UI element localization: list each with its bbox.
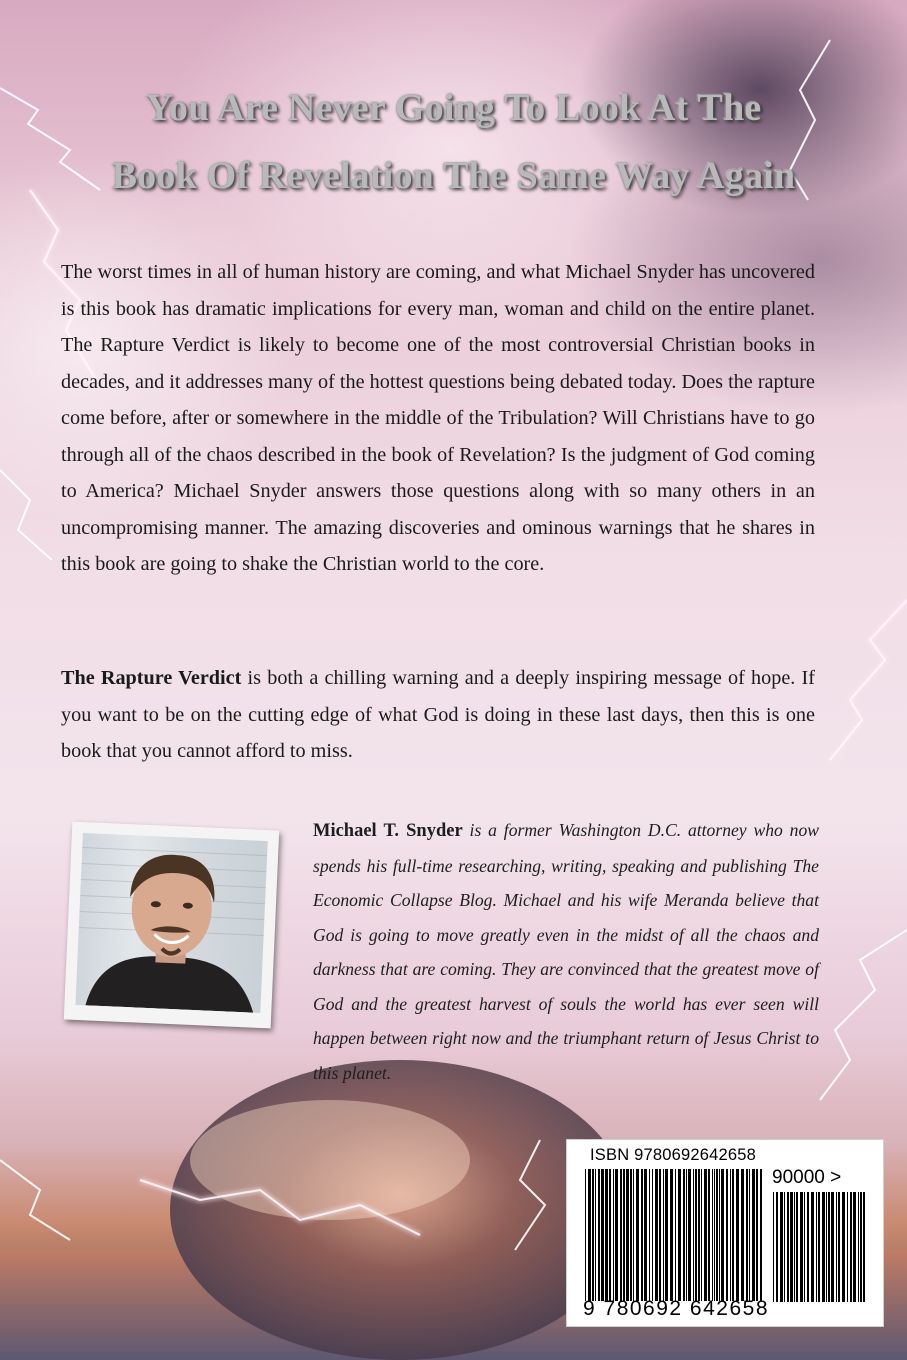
barcode-bar (644, 1169, 647, 1301)
barcode-bar (693, 1169, 694, 1301)
ean-barcode-bars (585, 1169, 763, 1301)
barcode-bar (686, 1169, 687, 1301)
book-title-bold: The Rapture Verdict (61, 667, 242, 689)
barcode-bar (659, 1169, 661, 1301)
barcode-bar (749, 1169, 750, 1301)
barcode-bar (847, 1192, 848, 1302)
barcode-bar (641, 1169, 643, 1301)
barcode-bar (665, 1169, 668, 1301)
headline-line-2: Book Of Revelation The Same Way Again (111, 155, 796, 197)
barcode-bar (853, 1192, 856, 1302)
barcode-bar (746, 1169, 748, 1301)
lightning-bolt (0, 470, 52, 560)
barcode-bar (787, 1192, 789, 1302)
lightning-bolt (820, 930, 907, 1100)
barcode-bar (698, 1169, 700, 1301)
barcode-bar (858, 1192, 859, 1302)
barcode-bar (655, 1169, 658, 1301)
barcode-bar (842, 1192, 845, 1302)
barcode-bar (741, 1169, 744, 1301)
barcode-bar (626, 1169, 629, 1301)
barcode-bar (736, 1169, 739, 1301)
barcode-bar (633, 1169, 634, 1301)
isbn-label: ISBN 9780692642658 (590, 1146, 756, 1164)
barcode-bar (678, 1169, 681, 1301)
barcode-bar (826, 1192, 827, 1302)
barcode-bar (598, 1169, 600, 1301)
barcode-bar (605, 1169, 608, 1301)
barcode-bar (838, 1192, 840, 1302)
lightning-bolt (0, 1160, 70, 1240)
barcode-bar (683, 1169, 685, 1301)
barcode-bar (836, 1192, 837, 1302)
barcode-bar (756, 1169, 758, 1301)
author-photo-frame (64, 822, 279, 1029)
author-photo (75, 833, 267, 1013)
barcode-bar (675, 1169, 676, 1301)
barcode-bar (620, 1169, 622, 1301)
barcode-bar (712, 1169, 713, 1301)
barcode-bar (595, 1169, 596, 1301)
description-paragraph-2 (61, 660, 815, 770)
barcode-digits: 9 780692 642658 (583, 1297, 769, 1320)
author-bio-text: is a former Washington D.C. attorney who now spends his full-time researching, writing, speaking and publishing The Economic Collapse Blog. Michael and his wife Meranda believe that God is going to move greatly even in the midst of all the chaos and darkness that are coming. They are convinced that the greatest move of God and the greatest harvest of souls the world has ever seen will happen between right now and the triumphant return of Jesus Christ to this planet. (313, 820, 819, 1083)
barcode-bar (752, 1169, 755, 1301)
barcode-bar (800, 1192, 803, 1302)
barcode-bar (592, 1169, 594, 1301)
barcode-bar (732, 1169, 734, 1301)
author-name: Michael T. Snyder (313, 821, 463, 841)
barcode-bar (708, 1169, 710, 1301)
barcode-bar (850, 1192, 852, 1302)
barcode-bar (831, 1192, 834, 1302)
barcode-bar (794, 1192, 795, 1302)
barcode-bar (730, 1169, 731, 1301)
barcode-bar (863, 1192, 865, 1302)
barcode-bar (714, 1169, 715, 1301)
barcode-bar (726, 1169, 728, 1301)
barcode-bar (601, 1169, 604, 1301)
barcode-bar (701, 1169, 702, 1301)
barcode-bar (613, 1169, 614, 1301)
barcode-bar (704, 1169, 707, 1301)
author-bio (313, 813, 819, 1090)
barcode-bar (811, 1192, 814, 1302)
price-code: 90000 > (772, 1167, 842, 1188)
barcode-bar (716, 1169, 718, 1301)
barcode-bar (609, 1169, 611, 1301)
barcode-bar (585, 1169, 586, 1301)
description-paragraph-2-text: is both a chilling warning and a deeply inspiring message of hope. If you want to be on the cutting edge of what God is doing in these last days, then this is one book that you cannot afford to miss. (61, 667, 816, 762)
barcode-bar (719, 1169, 720, 1301)
barcode-bar (663, 1169, 664, 1301)
barcode-bar (588, 1169, 591, 1301)
barcode-bar (670, 1169, 673, 1301)
headline-line-1: You Are Never Going To Look At The (145, 87, 762, 129)
barcode-bar (828, 1192, 830, 1302)
description-paragraph-1: The worst times in all of human history are coming, and what Michael Snyder has uncovered is this book has dramatic implications for every man, woman and child on the entire planet. The Rapture Verdict is likely to become one of the most controversial Christian books in decades, and it addresses many of the hottest questions being debated today. Does the rapture come before, after or somewhere in the middle of the Tribulation? Will Christians have to go through all of the chaos described in the book of Revelation? Is the judgment of God coming to America? Michael Snyder answers those questions along with so many others in an uncompromising manner. The amazing discoveries and ominous warnings that he shares in this book are going to shake the Christian world to the core. (61, 261, 815, 575)
barcode-bar (688, 1169, 691, 1301)
barcode-bar (615, 1169, 618, 1301)
barcode-bar (818, 1192, 820, 1302)
barcode-bar (773, 1192, 774, 1302)
barcode-bar (780, 1192, 783, 1302)
globe-glow (190, 1100, 470, 1220)
barcode-bar (630, 1169, 632, 1301)
barcode-bar (695, 1169, 697, 1301)
barcode-bar (784, 1192, 785, 1302)
isbn-barcode (566, 1139, 884, 1327)
barcode-bar (776, 1192, 778, 1302)
barcode-bar (636, 1169, 639, 1301)
barcode-bar (807, 1192, 809, 1302)
barcode-bar (816, 1192, 817, 1302)
barcode-bar (652, 1169, 653, 1301)
barcode-bar (860, 1192, 862, 1302)
addon-barcode-bars (773, 1192, 865, 1302)
barcode-bar (790, 1192, 793, 1302)
barcode-bar (804, 1192, 805, 1302)
barcode-bar (760, 1169, 762, 1301)
barcode-bar (796, 1192, 798, 1302)
lightning-glow (830, 600, 907, 760)
barcode-bar (822, 1192, 825, 1302)
barcode-bar (649, 1169, 650, 1301)
barcode-bar (623, 1169, 625, 1301)
barcode-bar (721, 1169, 724, 1301)
